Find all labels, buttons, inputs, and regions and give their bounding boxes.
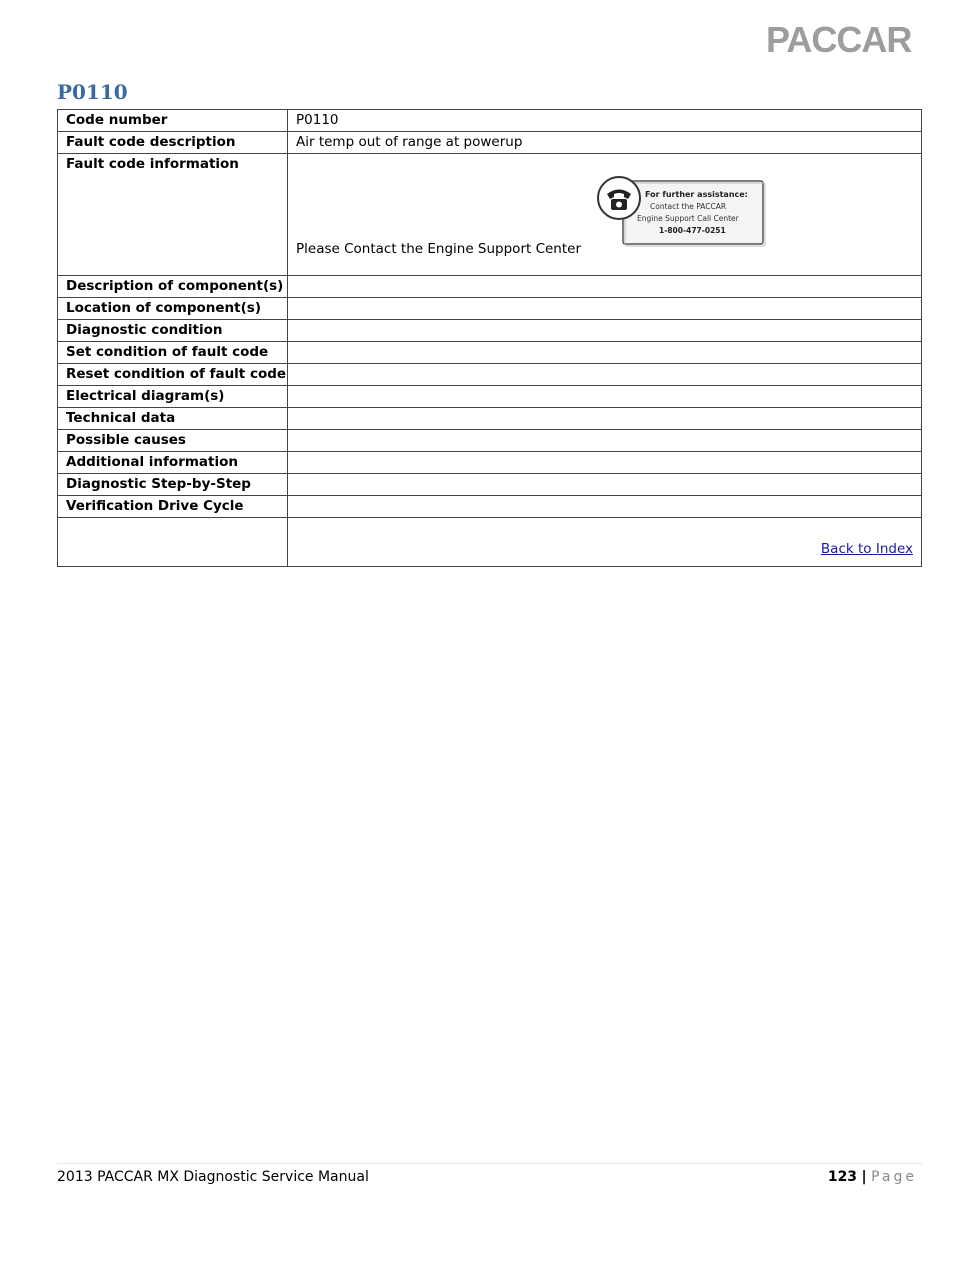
row-value: [288, 430, 922, 452]
table-row: [58, 408, 922, 430]
table-row: [58, 518, 922, 567]
card-line-1: For further assistance:: [645, 190, 748, 199]
footer-divider: [57, 1163, 922, 1164]
card-line-3: Engine Support Call Center: [637, 214, 739, 223]
row-value: [288, 496, 922, 518]
logo-text: PACCAR: [766, 20, 912, 56]
row-label: Code number: [58, 110, 288, 132]
page-title: P0110: [57, 80, 128, 104]
back-link-cell: [288, 518, 922, 567]
row-label: Diagnostic condition: [58, 320, 288, 342]
row-label: Set condition of fault code: [58, 342, 288, 364]
row-value: [288, 298, 922, 320]
row-label: Reset condition of fault code: [58, 364, 288, 386]
table-row: [58, 132, 922, 154]
row-label: Diagnostic Step-by-Step: [58, 474, 288, 496]
row-value: [288, 364, 922, 386]
fault-code-table: [57, 109, 922, 567]
table-row: [58, 276, 922, 298]
row-label: Additional information: [58, 452, 288, 474]
footer-page-indicator: [828, 1169, 917, 1185]
row-label: Location of component(s): [58, 298, 288, 320]
page-word: Page: [871, 1169, 917, 1185]
empty-cell: [58, 518, 288, 567]
table-row: [58, 496, 922, 518]
support-contact-card: [597, 176, 767, 248]
row-value: [288, 408, 922, 430]
table-row: [58, 298, 922, 320]
table-row: [58, 452, 922, 474]
table-row: [58, 154, 922, 276]
row-label: Verification Drive Cycle: [58, 496, 288, 518]
page-separator: |: [861, 1169, 867, 1185]
row-value: P0110: [288, 110, 922, 132]
row-value: [288, 276, 922, 298]
back-to-index-link[interactable]: Back to Index: [820, 541, 913, 557]
row-value: [288, 320, 922, 342]
row-value: [288, 342, 922, 364]
row-value: [288, 452, 922, 474]
paccar-logo: [766, 20, 924, 56]
row-value: [288, 386, 922, 408]
fault-info-text: Please Contact the Engine Support Center: [296, 241, 582, 257]
row-value: [288, 474, 922, 496]
table-row: [58, 320, 922, 342]
page-number: 123: [827, 1169, 858, 1185]
table-row: [58, 386, 922, 408]
footer-title: 2013 PACCAR MX Diagnostic Service Manual: [57, 1169, 369, 1185]
table-row: [58, 364, 922, 386]
table-row: [58, 430, 922, 452]
table-row: [58, 474, 922, 496]
table-row: [58, 110, 922, 132]
table-row: [58, 342, 922, 364]
row-label: Description of component(s): [58, 276, 288, 298]
row-label: Technical data: [58, 408, 288, 430]
row-value: Air temp out of range at powerup: [288, 132, 922, 154]
row-label: Electrical diagram(s): [58, 386, 288, 408]
telephone-icon: [598, 177, 640, 219]
card-line-2: Contact the PACCAR: [650, 202, 727, 211]
row-label: Fault code description: [58, 132, 288, 154]
row-label: Possible causes: [58, 430, 288, 452]
card-phone: 1-800-477-0251: [659, 226, 726, 235]
row-label: Fault code information: [58, 154, 288, 276]
row-value: [288, 154, 922, 276]
